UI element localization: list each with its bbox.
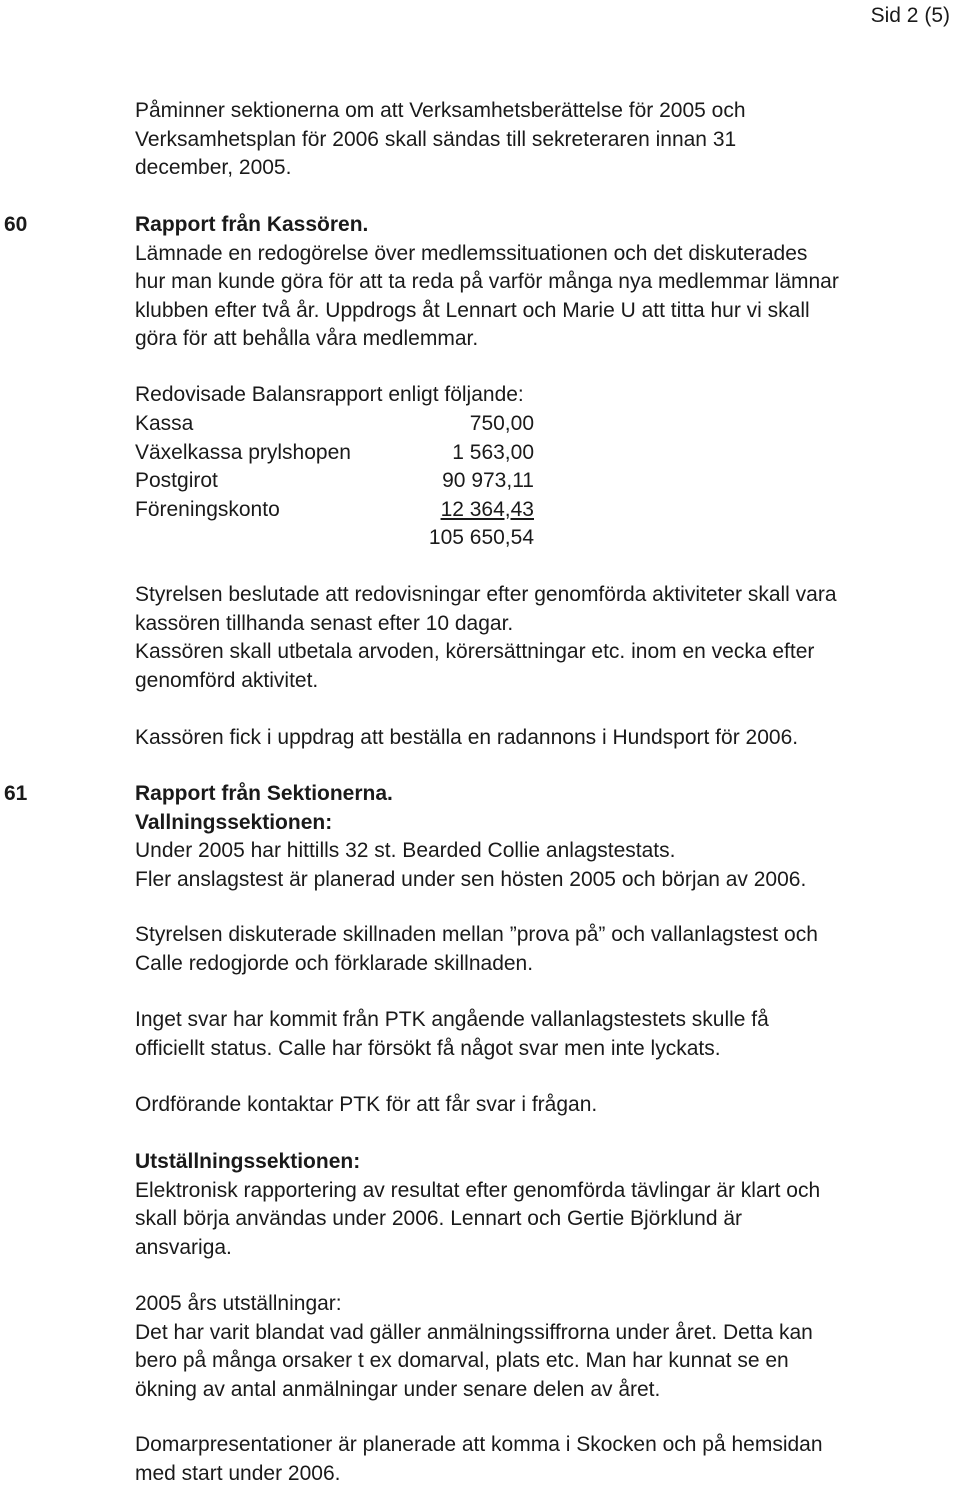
subsection-title-2005: 2005 års utställningar: <box>135 1290 955 1319</box>
text-line: officiellt status. Calle har försökt få något svar men inte lyckats. <box>135 1035 955 1064</box>
text-line: bero på många orsaker t ex domarval, plats etc. Man har kunnat se en <box>135 1347 955 1376</box>
text-line: Fler anslagstest är planerad under sen hösten 2005 och början av 2006. <box>135 866 955 895</box>
section-61 <box>135 780 955 894</box>
section-number-60: 60 <box>4 211 27 240</box>
text-line: Calle redogjorde och förklarade skillnaden. <box>135 950 955 979</box>
text-line: hur man kunde göra för att ta reda på varför många nya medlemmar lämnar <box>135 268 955 297</box>
subsection-utstallning <box>135 1148 955 1262</box>
balance-row <box>135 439 534 468</box>
balance-total: 105 650,54 <box>429 524 534 553</box>
text-line: Styrelsen beslutade att redovisningar efter genomförda aktiviteter skall vara <box>135 581 955 610</box>
balance-label: Kassa <box>135 410 193 439</box>
text-line: genomförd aktivitet. <box>135 667 955 696</box>
balance-label: Postgirot <box>135 467 218 496</box>
decision-paragraph <box>135 581 955 695</box>
text-line: Under 2005 har hittills 32 st. Bearded Collie anlagstestats. <box>135 837 955 866</box>
text-line: Kassören skall utbetala arvoden, körersättningar etc. inom en vecka efter <box>135 638 955 667</box>
section-number-61: 61 <box>4 780 27 809</box>
subsection-utstallningar-2005 <box>135 1290 955 1404</box>
balance-row <box>135 467 534 496</box>
section-title: Rapport från Sektionerna. <box>135 780 955 809</box>
assignment-paragraph: Kassören fick i uppdrag att beställa en radannons i Hundsport för 2006. <box>135 724 955 753</box>
paragraph <box>135 1006 955 1063</box>
text-line: ansvariga. <box>135 1234 955 1263</box>
text-line: Elektronisk rapportering av resultat efter genomförda tävlingar är klart och <box>135 1177 955 1206</box>
text-line: Domarpresentationer är planerade att komma i Skocken och på hemsidan <box>135 1431 955 1460</box>
balance-value: 1 563,00 <box>452 439 534 468</box>
subsection-title-utstallning: Utställningssektionen: <box>135 1148 955 1177</box>
text-line: december, 2005. <box>135 154 955 183</box>
balance-label: Föreningskonto <box>135 496 280 525</box>
balance-row <box>135 410 534 439</box>
balance-value: 90 973,11 <box>442 467 534 496</box>
balance-table <box>135 410 534 553</box>
balance-row <box>135 496 534 525</box>
paragraph: Ordförande kontaktar PTK för att får svar i frågan. <box>135 1091 955 1120</box>
text-line: kassören tillhanda senast efter 10 dagar. <box>135 610 955 639</box>
text-line: med start under 2006. <box>135 1460 955 1488</box>
paragraph <box>135 1431 955 1488</box>
balance-intro: Redovisade Balansrapport enligt följande: <box>135 381 955 410</box>
text-line: Påminner sektionerna om att Verksamhetsberättelse för 2005 och <box>135 97 955 126</box>
text-line: skall börja användas under 2006. Lennart och Gertie Björklund är <box>135 1205 955 1234</box>
subsection-title-vallning: Vallningssektionen: <box>135 809 955 838</box>
section-60 <box>135 211 955 354</box>
paragraph <box>135 921 955 978</box>
text-line: Det har varit blandat vad gäller anmälningssiffrorna under året. Detta kan <box>135 1319 955 1348</box>
text-line: klubben efter två år. Uppdrogs åt Lennart och Marie U att titta hur vi skall <box>135 297 955 326</box>
text-line: Lämnade en redogörelse över medlemssituationen och det diskuterades <box>135 240 955 269</box>
text-line: ökning av antal anmälningar under senare delen av året. <box>135 1376 955 1405</box>
page-number: Sid 2 (5) <box>871 2 950 31</box>
text-line: Inget svar har kommit från PTK angående vallanlagstestets skulle få <box>135 1006 955 1035</box>
intro-paragraph <box>135 97 955 183</box>
section-title: Rapport från Kassören. <box>135 211 955 240</box>
text-line: Verksamhetsplan för 2006 skall sändas till sekreteraren innan 31 <box>135 126 955 155</box>
balance-value: 750,00 <box>470 410 534 439</box>
balance-total-row <box>135 524 534 553</box>
text-line: Styrelsen diskuterade skillnaden mellan ”prova på” och vallanlagstest och <box>135 921 955 950</box>
balance-label: Växelkassa prylshopen <box>135 439 351 468</box>
text-line: göra för att behålla våra medlemmar. <box>135 325 955 354</box>
balance-value: 12 364,43 <box>441 496 534 525</box>
